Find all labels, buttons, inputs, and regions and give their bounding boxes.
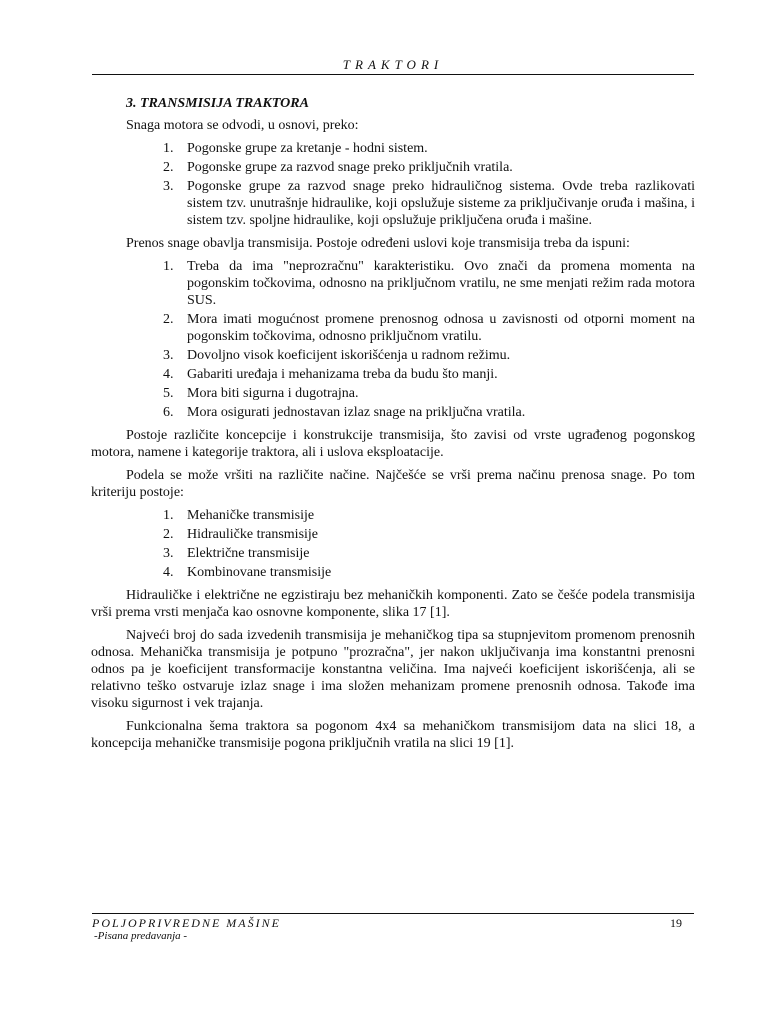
list-item-text: Treba da ima "neprozračnu" karakteristiku. Ovo znači da promena momenta na pogonskim točkovima, odnosno na priključnom vratilu, ne sme menjati režim rada motora SUS. — [187, 259, 695, 308]
list-number: 1. — [163, 141, 174, 156]
list-item-text: Dovoljno visok koeficijent iskorišćenja u radnom režimu. — [187, 348, 511, 363]
section-heading: 3. TRANSMISIJA TRAKTORA — [126, 96, 309, 111]
list-item-text: Mehaničke transmisije — [187, 508, 315, 523]
list-item — [91, 564, 695, 581]
list-item — [91, 526, 695, 543]
list-item-text: Električne transmisije — [187, 546, 310, 561]
list-item — [91, 385, 695, 402]
footer-subtitle: -Pisana predavanja - — [94, 930, 188, 942]
intro-paragraph: Snaga motora se odvodi, u osnovi, preko: — [126, 118, 359, 133]
list-number: 2. — [163, 312, 174, 327]
list-number: 1. — [163, 259, 174, 274]
list-number: 2. — [163, 527, 174, 542]
list-item — [91, 140, 695, 157]
header-divider — [92, 74, 694, 75]
paragraph: Prenos snage obavlja transmisija. Postoje određeni uslovi koje transmisija treba da ispuni: — [126, 236, 630, 251]
transmission-types-list — [91, 507, 695, 581]
paragraph: Postoje različite koncepcije i konstrukcije transmisija, što zavisi od vrste ugrađenog pogonskog motora, namene i kategorije traktora, ali i uslova eksploatacije. — [91, 428, 695, 460]
power-output-list — [91, 140, 695, 229]
requirements-list — [91, 258, 695, 421]
list-item-text: Pogonske grupe za kretanje - hodni sistem. — [187, 141, 428, 156]
list-number: 3. — [163, 179, 174, 194]
list-item-text: Pogonske grupe za razvod snage preko priključnih vratila. — [187, 160, 513, 175]
list-item — [91, 347, 695, 364]
list-item — [91, 258, 695, 309]
list-number: 1. — [163, 508, 174, 523]
list-number: 4. — [163, 367, 174, 382]
list-item-text: Mora biti sigurna i dugotrajna. — [187, 386, 359, 401]
list-item — [91, 311, 695, 345]
paragraph: Funkcionalna šema traktora sa pogonom 4x4 sa mehaničkom transmisijom data na slici 18, a koncepcija mehaničke transmisije pogona priključnih vratila na slici 19 [1]. — [91, 719, 695, 751]
list-item-text: Pogonske grupe za razvod snage preko hidrauličnog sistema. Ovde treba razlikovati sistem tzv. unutrašnje hidraulike, koji opslužuje sisteme za priključivanje oruđa i mašina, i sistem tzv. spoljne hidraulike, koji opslužuje priključena oruđa i mašine. — [187, 179, 695, 228]
page-body — [91, 95, 695, 758]
paragraph: Hidrauličke i električne ne egzistiraju bez mehaničkih komponenti. Zato se češće podela transmisija vrši prema vrsti menjača kao osnovne komponente, slika 17 [1]. — [91, 588, 695, 620]
footer-divider — [92, 913, 694, 914]
list-item — [91, 366, 695, 383]
list-item-text: Hidrauličke transmisije — [187, 527, 319, 542]
list-item — [91, 545, 695, 562]
page-number: 19 — [670, 916, 682, 930]
running-header: TRAKTORI — [342, 57, 444, 72]
list-number: 3. — [163, 546, 174, 561]
list-item-text: Mora osigurati jednostavan izlaz snage na priključna vratila. — [187, 405, 526, 420]
list-item — [91, 507, 695, 524]
list-item-text: Gabariti uređaja i mehanizama treba da budu što manji. — [187, 367, 498, 382]
list-item — [91, 404, 695, 421]
paragraph: Najveći broj do sada izvedenih transmisija je mehaničkog tipa sa stupnjevitom promenom prenosnih odnosa. Mehanička transmisija je potpuno "prozračna", jer nakon uključivanja ima konstantni prenosni odnos pa je koeficijent transformacije konstantna veličina. Ima najveći koeficijent iskorišćenja, ali se relativno teško ostvaruje izlaz snage i ima složen mehanizam promene prenosnih odnosa. Takođe ima visoku sigurnost i vek trajanja. — [91, 628, 695, 711]
footer-title: POLJOPRIVREDNE MAŠINE — [92, 916, 281, 930]
list-item — [91, 178, 695, 229]
list-number: 4. — [163, 565, 174, 580]
list-number: 6. — [163, 405, 174, 420]
list-number: 2. — [163, 160, 174, 175]
list-item-text: Mora imati mogućnost promene prenosnog odnosa u zavisnosti od otporni moment na pogonskim točkovima, odnosno priključnom vratilu. — [187, 312, 695, 344]
list-number: 5. — [163, 386, 174, 401]
list-item-text: Kombinovane transmisije — [187, 565, 332, 580]
list-number: 3. — [163, 348, 174, 363]
list-item — [91, 159, 695, 176]
paragraph: Podela se može vršiti na različite načine. Najčešće se vrši prema načinu prenosa snage. Po tom kriteriju postoje: — [91, 468, 695, 500]
